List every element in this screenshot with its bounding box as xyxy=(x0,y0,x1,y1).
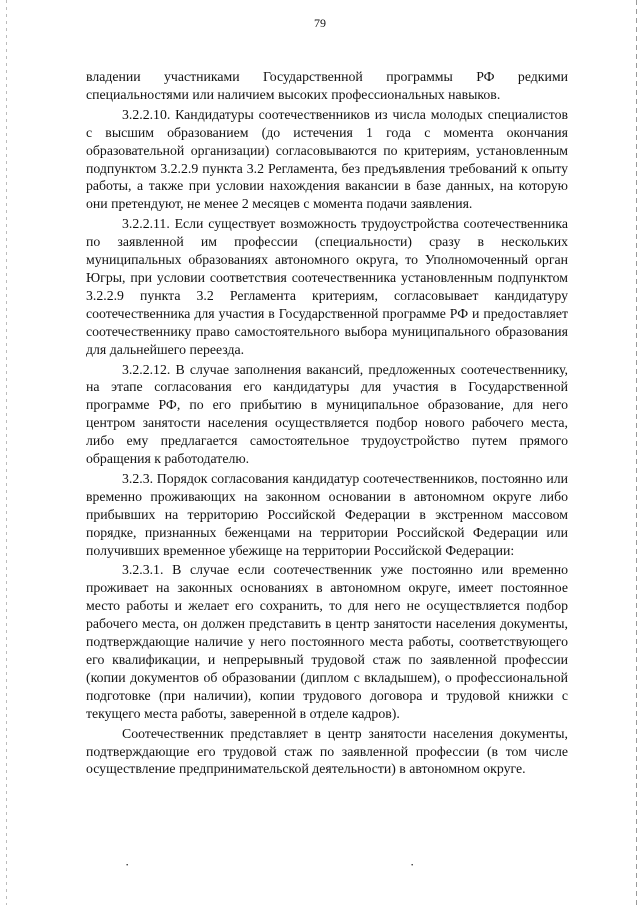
paragraph: 3.2.3.1. В случае если соотечественник уже постоянно или временно проживает на законных основаниях в автономном округе, имеет постоянное место работы и желает его сохранить, то для него не осуществляется подбор рабочего места, он должен представить в центр занятости населения документы, подтверждающие наличие у него постоянного места работы, соответствующего его квалификации, и непрерывный трудовой стаж по заявленной профессии (копии документов об образовании (диплом с вкладышем), о профессиональной подготовке (при наличии), копии трудового договора и трудовой книжки с текущего места работы, заверенной в отделе кадров). xyxy=(86,562,568,721)
document-body xyxy=(86,68,568,780)
paragraph: 3.2.3. Порядок согласования кандидатур соотечественников, постоянно или временно проживающих на законном основании в автономном округе либо прибывших на территорию Российской Федерации в экстренном массовом порядке, признанных беженцами на территории Российской Федерации или получивших временное убежище на территории Российской Федерации: xyxy=(86,470,568,558)
scan-speck: · xyxy=(125,857,130,872)
scan-right-edge xyxy=(636,0,637,905)
paragraph: владении участниками Государственной программы РФ редкими специальностями или наличием высоких профессиональных навыков. xyxy=(86,69,568,102)
paragraph: 3.2.2.10. Кандидатуры соотечественников из числа молодых специалистов с высшим образованием (до истечения 1 года с момента окончания образовательной организации) согласовываются по критериям, установленным подпунктом 3.2.2.9 пункта 3.2 Регламента, без предъявления требований к опыту работы, а также при условии нахождения вакансии в базе данных, на которую они претендуют, не менее 2 месяцев с момента подачи заявления. xyxy=(86,106,568,212)
scan-left-edge xyxy=(6,0,7,905)
scan-speck: · xyxy=(410,857,415,872)
page-number: 79 xyxy=(314,16,326,30)
paragraph: 3.2.2.11. Если существует возможность трудоустройства соотечественника по заявленной им профессии (специальности) сразу в нескольких муниципальных образованиях автономного округа, то Уполномоченный орган Югры, при условии соответствия соотечественника установленным подпунктом 3.2.2.9 пункта 3.2 Регламента критериям, согласовывает кандидатуру соотечественника для участия в Государственной программе РФ и предоставляет соотечественнику право самостоятельного выбора муниципального образования для дальнейшего переезда. xyxy=(86,216,568,357)
paragraph: Соотечественник представляет в центр занятости населения документы, подтверждающие его трудовой стаж по заявленной профессии (в том числе осуществление предпринимательской деятельности) в автономном округе. xyxy=(86,725,568,777)
paragraph: 3.2.2.12. В случае заполнения вакансий, предложенных соотечественнику, на этапе согласования его кандидатуры для участия в Государственной программе РФ, по его прибытию в муниципальное образование, для него центром занятости населения осуществляется подбор нового рабочего места, либо ему предлагается самостоятельное трудоустройство путем прямого обращения к работодателю. xyxy=(86,361,568,467)
